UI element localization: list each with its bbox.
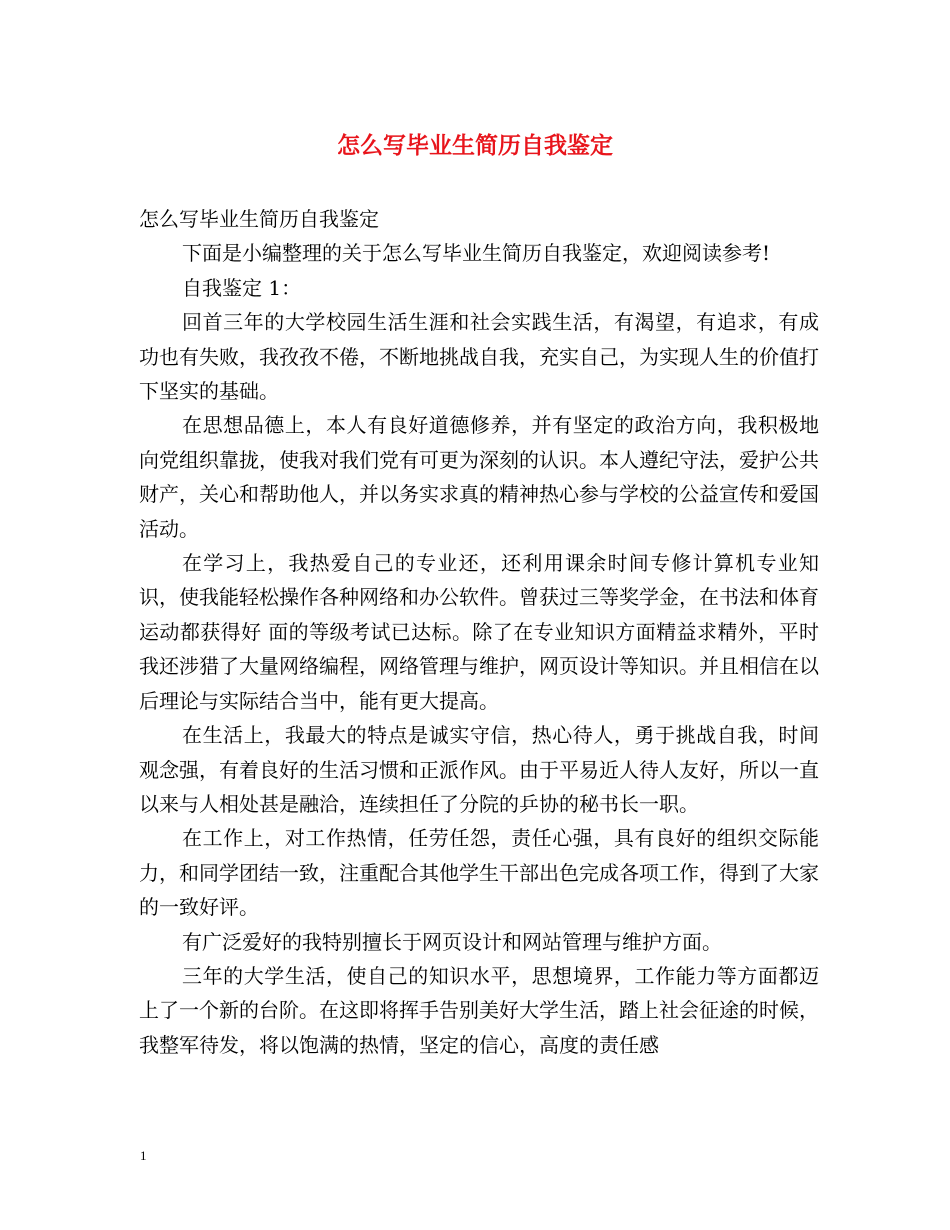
paragraph: 在思想品德上，本人有良好道德修养，并有坚定的政治方向，我积极地向党组织靠拢，使我对我们党有可更为深刻的认识。本人遵纪守法，爱护公共财产，关心和帮助他人，并以务实求真的精神热心参与学校的公益宣传和爱国活动。 xyxy=(139,413,819,541)
paragraph: 三年的大学生活，使自己的知识水平，思想境界，工作能力等方面都迈上了一个新的台阶。在这即将挥手告别美好大学生活，踏上社会征途的时候，我整军待发，将以饱满的热情，坚定的信心，高度的责任感 xyxy=(139,963,819,1057)
paragraph: 有广泛爱好的我特别擅长于网页设计和网站管理与维护方面。 xyxy=(182,929,722,954)
paragraph: 在学习上，我热爱自己的专业还，还利用课余时间专修计算机专业知识，使我能轻松操作各种网络和办公软件。曾获过三等奖学金，在书法和体育运动都获得好 面的等级考试已达标。除了在专业知识方面精益求精外，平时我还涉猎了大量网络编程，网络管理与维护，网页设计等知识。并且相信在以后理论与实际结合当中，能有更大提高。 xyxy=(139,551,819,713)
paragraph-intro: 下面是小编整理的关于怎么写毕业生简历自我鉴定，欢迎阅读参考! xyxy=(182,241,771,266)
paragraph: 回首三年的大学校园生活生涯和社会实践生活，有渴望，有追求，有成功也有失败，我孜孜不倦，不断地挑战自我，充实自己，为实现人生的价值打下坚实的基础。 xyxy=(139,310,819,404)
paragraph-heading: 自我鉴定 1： xyxy=(182,275,302,300)
paragraph: 在工作上，对工作热情，任劳任怨，责任心强，具有良好的组织交际能力，和同学团结一致，注重配合其他学生干部出色完成各项工作，得到了大家的一致好评。 xyxy=(139,826,819,920)
paragraph: 在生活上，我最大的特点是诚实守信，热心待人，勇于挑战自我，时间观念强，有着良好的生活习惯和正派作风。由于平易近人待人友好，所以一直以来与人相处甚是融洽，连续担任了分院的乒协的秘书长一职。 xyxy=(139,723,819,816)
subtitle-line: 怎么写毕业生简历自我鉴定 xyxy=(139,207,379,231)
document-body xyxy=(139,202,819,1062)
document-title: 怎么写毕业生简历自我鉴定 xyxy=(337,132,613,159)
page-number: 1 xyxy=(140,1148,147,1163)
